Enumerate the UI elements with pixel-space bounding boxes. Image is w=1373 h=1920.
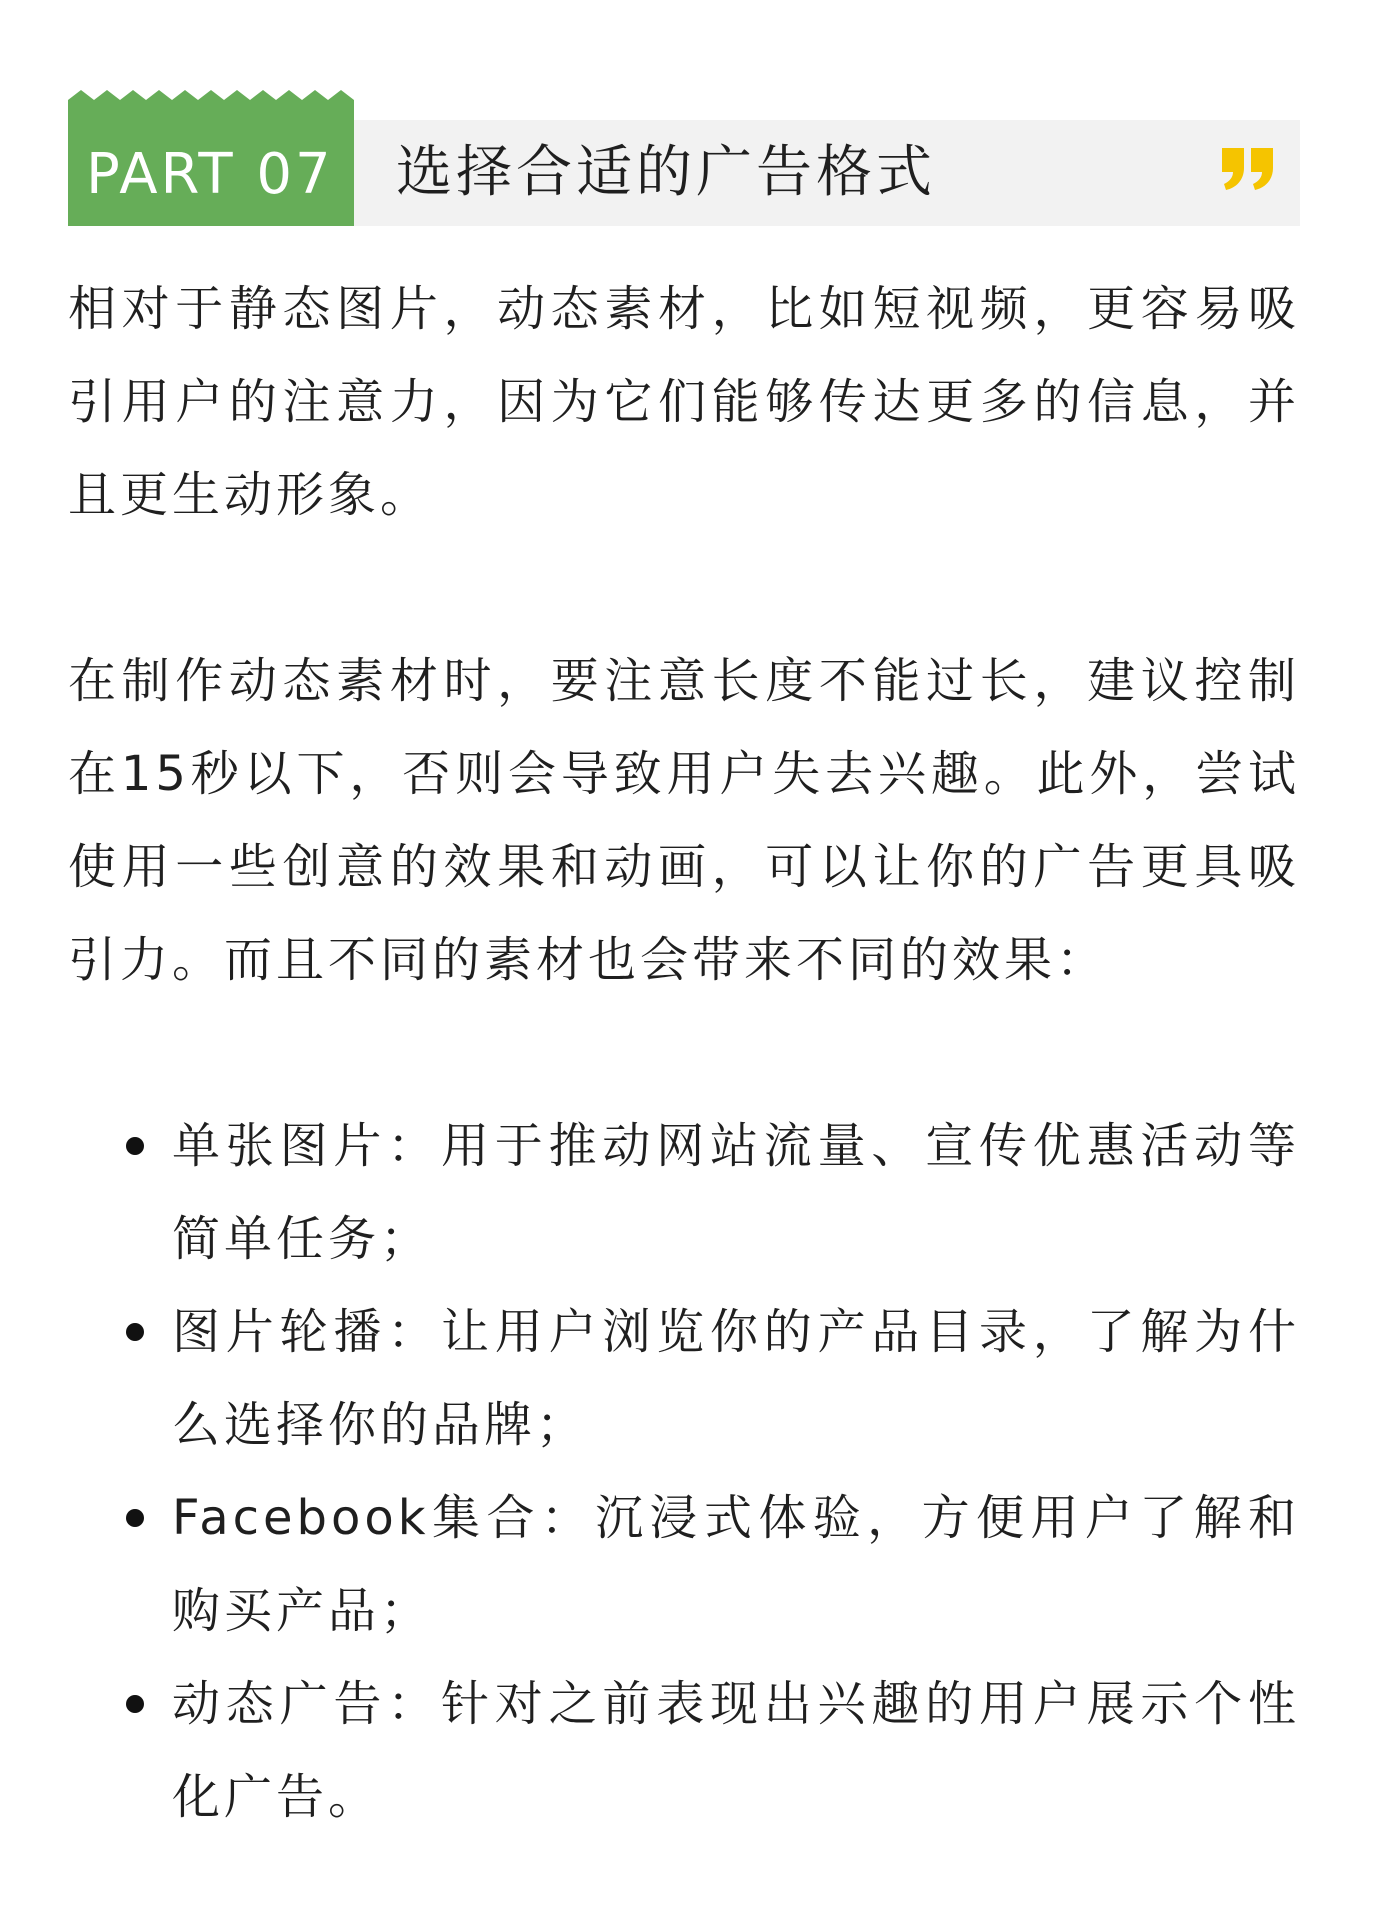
paragraph-tips: 在制作动态素材时，要注意长度不能过长，建议控制在15秒以下，否则会导致用户失去兴趣。此外，尝试使用一些创意的效果和动画，可以让你的广告更具吸引力。而且不同的素材也会带来不同的效果： [68, 653, 1300, 988]
list-item-text: Facebook集合：沉浸式体验，方便用户了解和购买产品； [172, 1490, 1300, 1639]
list-item-dynamic-ads [68, 1658, 1300, 1844]
bullet-icon [126, 1509, 144, 1527]
section-header [68, 90, 1300, 226]
list-item-text: 图片轮播：让用户浏览你的产品目录，了解为什么选择你的品牌； [172, 1304, 1300, 1453]
list-item-collection [68, 1472, 1300, 1658]
part-badge [68, 90, 354, 226]
list-item-text: 动态广告：针对之前表现出兴趣的用户展示个性化广告。 [172, 1676, 1300, 1825]
bullet-icon [126, 1695, 144, 1713]
bullet-icon [126, 1323, 144, 1341]
paragraph-intro: 相对于静态图片，动态素材，比如短视频，更容易吸引用户的注意力，因为它们能够传达更多的信息，并且更生动形象。 [68, 281, 1300, 523]
bullet-icon [126, 1137, 144, 1155]
part-label: PART 07 [86, 142, 334, 207]
ad-format-list [68, 1100, 1300, 1844]
section-title: 选择合适的广告格式 [396, 140, 936, 205]
list-item-carousel [68, 1286, 1300, 1472]
list-item-text: 单张图片：用于推动网站流量、宣传优惠活动等简单任务； [172, 1118, 1300, 1267]
list-item-single-image [68, 1100, 1300, 1286]
closing-quote-icon [1220, 146, 1276, 192]
